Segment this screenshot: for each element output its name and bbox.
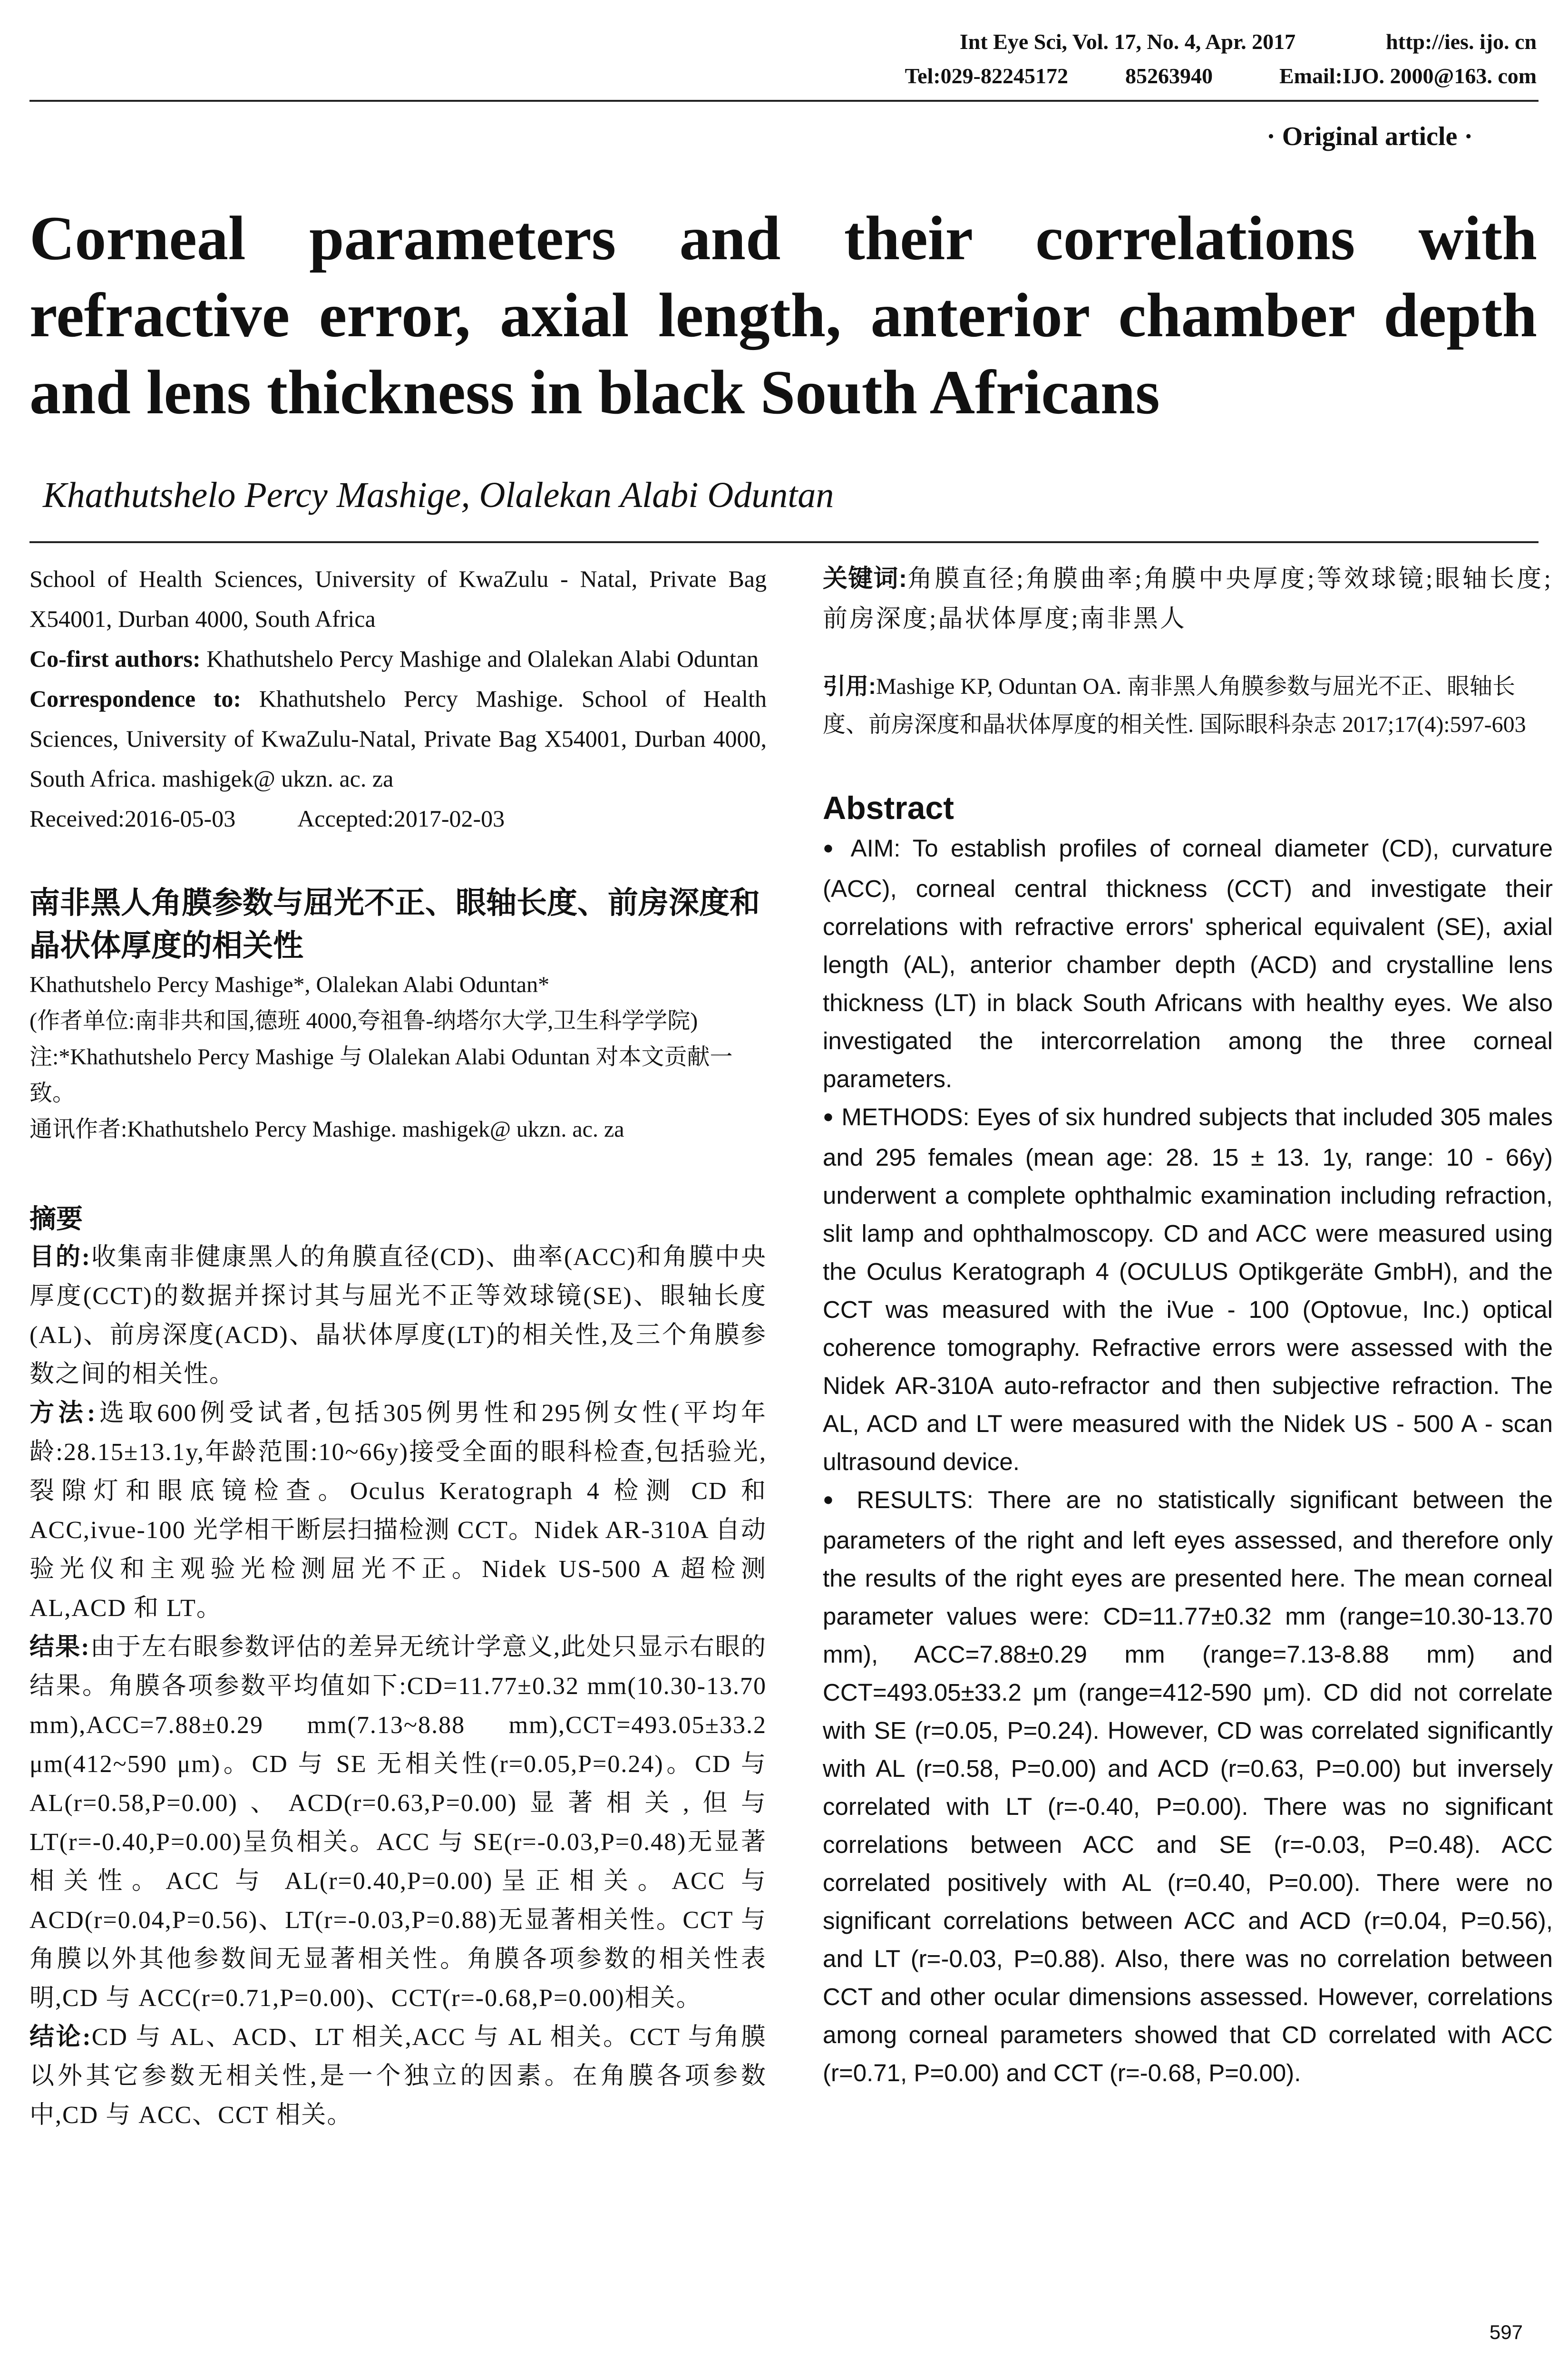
cn-keywords [823,559,1553,639]
cn-conclusion-label: 结论: [29,2024,92,2051]
en-aim-text: To establish profiles of corneal diameter (CD), curvature (ACC), corneal central thickness (CCT) and investigate their correlations with refractive errors' spherical equivalent (SE), axial length (AL), anterior chamber depth (ACD) and crystalline lens thickness (LT) in black South Africans with healthy eyes. We also investigated the intercorrelation among the three corneal parameters. [823,835,1553,1092]
correspondence-text: Khathutshelo Percy Mashige. School of Health Sciences, University of KwaZulu-Natal, Private Bag X54001, Durban 4000, South Africa. mashigek@ ukzn. ac. za [29,685,767,792]
cn-note: 注:*Khathutshelo Percy Mashige 与 Olalekan Alabi Oduntan 对本文贡献一致。 [29,1044,733,1106]
cn-correspondence: 通讯作者:Khathutshelo Percy Mashige. mashigek@ ukzn. ac. za [29,1117,624,1142]
journal-citation: Int Eye Sci, Vol. 17, No. 4, Apr. 2017 [959,29,1296,54]
article-authors: Khathutshelo Percy Mashige, Olalekan Alabi Oduntan [43,475,834,515]
header-divider [29,100,1539,102]
en-results [823,1481,1553,2092]
cn-aim [29,1238,767,1394]
dates [29,799,767,838]
en-results-label: RESULTS: [857,1486,974,1513]
bullet-icon: ● [823,1490,842,1510]
cn-citation [823,668,1553,744]
bullet-icon: ● [823,1107,835,1127]
en-results-text: There are no statistically significant between the parameters of the right and left eyes assessed, and therefore only the results of the right eyes are presented here. The mean corneal parameter values were: CD=11.77±0.32 mm (range=10.30-13.70 mm), ACC=7.88±0.29 mm (range=7.13-8.88 mm) and CCT=493.05±33.2 μm (range=412-590 μm). CD did not correlate with SE (r=0.05, P=0.24). However, CD was correlated significantly with AL (r=0.58, P=0.00) and ACD (r=0.63, P=0.00) but inversely correlated with LT (r=-0.40, P=0.00). There was no significant correlations between ACC and SE (r=-0.03, P=0.48). ACC correlated positively with AL (r=0.40, P=0.00). There were no significant correlations between ACC and ACD (r=0.04, P=0.56), and LT (r=-0.03, P=0.88). Also, there was no correlation between CCT and other ocular dimensions assessed. However, correlations among corneal parameters showed that CD correlated with ACC (r=0.71, P=0.00) and CCT (r=-0.68, P=0.00). [823,1486,1553,2086]
title-divider [29,541,1539,543]
en-aim [823,829,1553,1098]
journal-tel: Tel:029-82245172 [905,64,1068,88]
cn-aim-text: 收集南非健康黑人的角膜直径(CD)、曲率(ACC)和角膜中央厚度(CCT)的数据并探讨其与屈光不正等效球镜(SE)、眼轴长度(AL)、前房深度(ACD)、晶状体厚度(LT)的相关性,及三个角膜参数之间的相关性。 [29,1244,767,1388]
journal-tel2: 85263940 [1125,64,1213,88]
cn-methods-text: 选取600例受试者,包括305例男性和295例女性(平均年龄:28.15±13.1y,年龄范围:10~66y)接受全面的眼科检查,包括验光,裂隙灯和眼底镜检查。Oculus Keratograph 4 检测 CD 和 ACC,ivue-100 光学相干断层扫描检测 CCT。Nidek AR-310A 自动验光仪和主观验光检测屈光不正。Nidek US-500 A 超检测 AL,ACD 和 LT。 [29,1400,767,1622]
en-abstract [823,829,1553,2092]
cn-conclusion [29,2018,767,2135]
cn-keywords-label: 关键词: [823,565,907,593]
co-first-text: Khathutshelo Percy Mashige and Olalekan Alabi Oduntan [206,645,759,672]
cn-methods-label: 方法: [29,1400,97,1427]
cn-authors: Khathutshelo Percy Mashige*, Olalekan Alabi Oduntan* [29,972,550,997]
cn-results-label: 结果: [29,1634,90,1661]
left-column [29,559,767,2135]
cn-citation-text: Mashige KP, Oduntan OA. 南非黑人角膜参数与屈光不正、眼轴长度、前房深度和晶状体厚度的相关性. 国际眼科杂志 2017;17(4):597-603 [823,674,1526,737]
cn-abstract [29,1238,767,2135]
cn-abstract-heading: 摘要 [29,1204,83,1234]
accepted-date: Accepted:2017-02-03 [297,805,505,832]
co-first-authors [29,639,767,679]
cn-unit: (作者单位:南非共和国,德班 4000,夸祖鲁-纳塔尔大学,卫生科学学院) [29,1008,698,1033]
page-number: 597 [1489,2321,1523,2343]
cn-keywords-text: 角膜直径;角膜曲率;角膜中央厚度;等效球镜;眼轴长度;前房深度;晶状体厚度;南非黑人 [823,565,1553,633]
article-title: Corneal parameters and their correlations with refractive error, axial length, anterior chamber depth and lens thickness in black South Africans [29,203,1537,427]
affiliation: School of Health Sciences, University of KwaZulu - Natal, Private Bag X54001, Durban 4000, South Africa [29,565,767,632]
en-methods-label: METHODS: [841,1103,970,1130]
correspondence-label: Correspondence to: [29,685,242,712]
bullet-icon: ● [823,838,840,858]
received-date: Received:2016-05-03 [29,805,236,832]
en-abstract-heading: Abstract [823,790,954,826]
en-methods-text: Eyes of six hundred subjects that included 305 males and 295 females (mean age: 28. 15 ± 13. 1y, range: 10 - 66y) underwent a complete ophthalmic examination including refraction, slit lamp and ophthalmoscopy. CD and ACC were measured using the Oculus Keratograph 4 (OCULUS Optikgeräte GmbH), and the CCT was measured with the iVue - 100 (Optovue, Inc.) optical coherence tomography. Refractive errors were assessed with the Nidek AR-310A auto-refractor and then subjective refraction. The AL, ACD and LT were measured with the Nidek US - 500 A - scan ultrasound device. [823,1103,1553,1475]
cn-aim-label: 目的: [29,1244,91,1271]
cn-methods [29,1394,767,1628]
cn-results [29,1628,767,2018]
section-label: · Original article · [1266,122,1473,151]
cn-title: 南非黑人角膜参数与屈光不正、眼轴长度、前房深度和晶状体厚度的相关性 [29,886,760,963]
journal-header-line2 [905,62,1537,90]
co-first-label: Co-first authors: [29,645,201,672]
correspondence [29,679,767,799]
journal-url[interactable]: http://ies. ijo. cn [1386,29,1537,54]
en-methods [823,1098,1553,1481]
journal-header-line1 [960,28,1537,56]
cn-conclusion-text: CD 与 AL、ACD、LT 相关,ACC 与 AL 相关。CCT 与角膜以外其它参数无相关性,是一个独立的因素。在角膜各项参数中,CD 与 ACC、CCT 相关。 [29,2024,767,2129]
right-column [823,559,1553,2092]
en-aim-label: AIM: [850,835,901,862]
cn-results-text: 由于左右眼参数评估的差异无统计学意义,此处只显示右眼的结果。角膜各项参数平均值如下:CD=11.77±0.32 mm(10.30-13.70 mm),ACC=7.88±0.29 mm(7.13~8.88 mm),CCT=493.05±33.2 μm(412~590 μm)。CD 与 SE 无相关性(r=0.05,P=0.24)。CD 与 AL(r=0.58,P=0.00)、ACD(r=0.63,P=0.00)显著相关,但与 LT(r=-0.40,P=0.00)呈负相关。ACC 与 SE(r=-0.03,P=0.48)无显著相关性。ACC 与 AL(r=0.40,P=0.00)呈正相关。ACC 与 ACD(r=0.04,P=0.56)、LT(r=-0.03,P=0.88)无显著相关性。CCT 与角膜以外其他参数间无显著相关性。角膜各项参数的相关性表明,CD 与 ACC(r=0.71,P=0.00)、CCT(r=-0.68,P=0.00)相关。 [29,1634,767,2012]
affiliation-block [29,559,767,838]
cn-citation-label: 引用: [823,674,876,699]
journal-email[interactable]: Email:IJO. 2000@163. com [1279,64,1537,88]
